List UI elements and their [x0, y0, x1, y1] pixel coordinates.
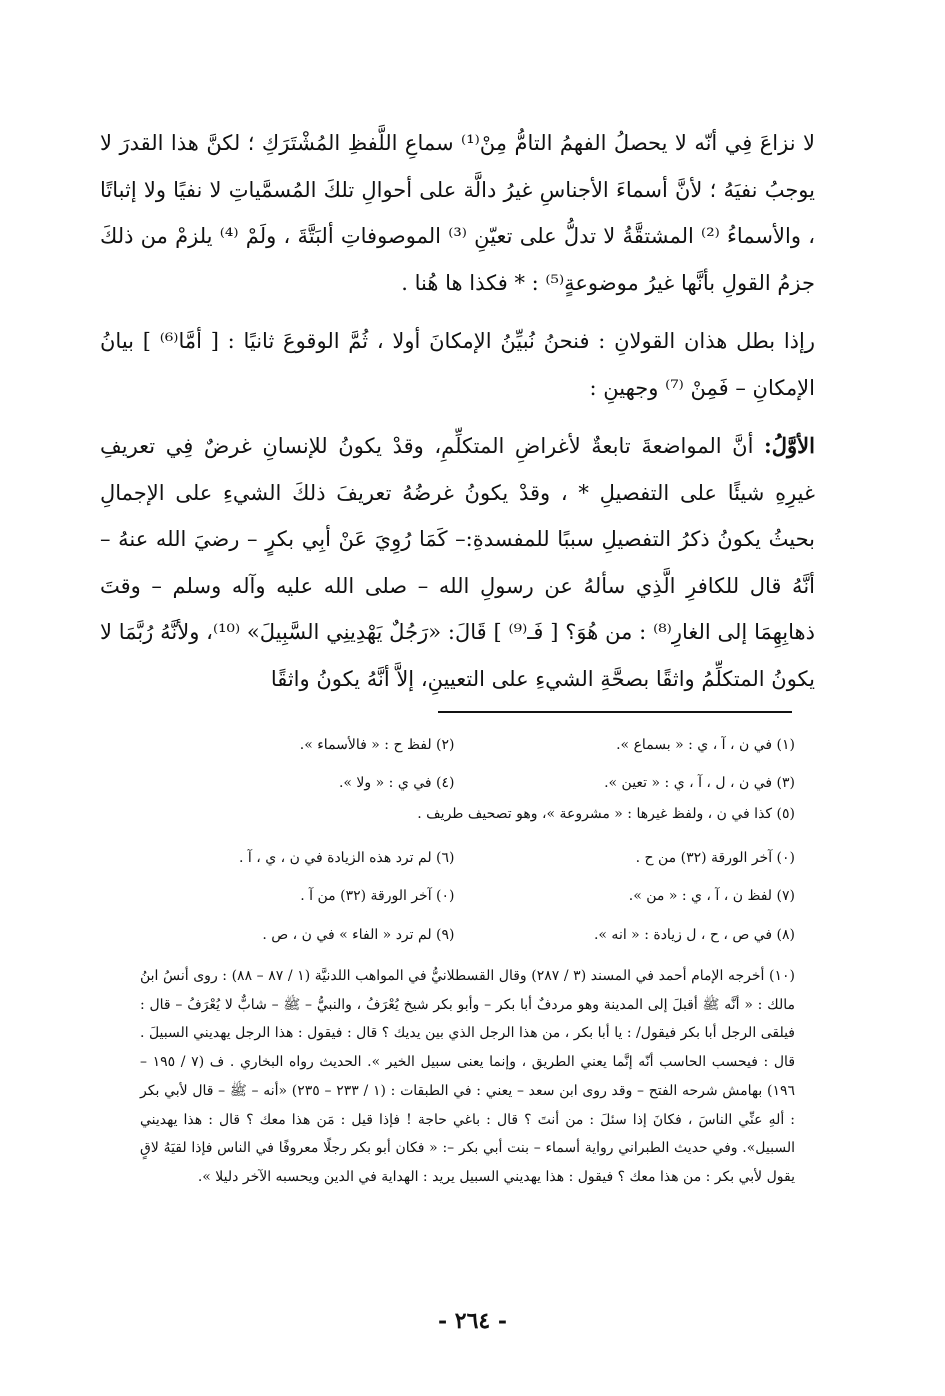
paragraph-3-text: أنَّ المواضعةَ تابعةٌ لأغراضِ المتكلِّمِ، وقدْ يكونُ للإنسانِ غرضٌ فِي تعريفِ غيرِهِ شيئًا على التفصيلِ * ، وقدْ يكونُ غرضُهُ تعريفَ ذلكَ الشيءِ على الإجمالِ بحيثُ يكونُ ذكرُ التفصيلِ سببًا للمفسدةِ:– كَمَا رُوِيَ عَنْ أبِي بكرٍ – رضيَ الله عنهُ – أنَّهُ قال للكافرِ الَّذِي سألهُ عن رسولِ الله – صلى الله عليه وآله وسلم – وقتَ ذهابِهِمَا إلى الغارِ⁽⁸⁾ : من هُوَ؟ [ فَـ⁽⁹⁾ ] قَالَ: «رَجُلٌ يَهْدِينِي السَّبِيلَ» ⁽¹⁰⁾، ولأنَّهُ رُبَّمَا لا يكونُ المتكلِّمُ واثقًا بصحَّةِ الشيءِ على التعيينِ، إلاَّ أنَّهُ يكونُ واثقًا	[100, 434, 815, 691]
paragraph-2: رإذا بطل هذان القولانِ : فنحنُ نُبيِّنُ الإمكانَ أولا ، ثُمَّ الوقوعَ ثانيًا : [ أمَّا⁽⁶⁾ ] بيانُ الإمكانِ – فَمِنْ ⁽⁷⁾ وجهينِ :	[100, 329, 816, 400]
footnote-3: (٣) في ن ، ل ، آ ، ي : « تعين ».	[604, 775, 795, 791]
paragraph-3	[100, 423, 815, 702]
paragraph-1: لا نزاعَ فِي أنّه لا يحصلُ الفهمُ التامُّ مِنْ⁽¹⁾ سماعِ اللَّفظِ المُشْتَرَكِ ؛ لكنَّ هذا القدرَ لا يوجبُ نفيَهُ ؛ لأنَّ أسماءَ الأجناسِ غيرُ دالَّة على أحوالِ تلكَ المُسمَّياتِ لا نفيًا ولا إثباتًا ، والأسماءُ ⁽²⁾ المشتقَّةُ لا تدلُّ على تعيّنِ ⁽³⁾ الموصوفاتِ ألبَتَّةَ ، ولَمْ ⁽⁴⁾ يلزمْ من ذلكَ جزمُ القولِ بأنَّها غيرُ موضوعةٍ⁽⁵⁾ : * فكذا ها هُنا .	[100, 131, 815, 295]
footnote-row-6	[150, 927, 795, 943]
footnote-row-1	[150, 737, 795, 753]
footnote-2: (٢) لفظ ح : « فالأسماء ».	[299, 737, 455, 753]
footnote-8: (٨) في ص ، ح ، ل زيادة : « انه ».	[593, 927, 795, 943]
footnote-10	[140, 962, 795, 1192]
footnote-row-2	[150, 775, 795, 791]
footnote-row-4	[150, 850, 795, 866]
footnote-9: (٩) لم ترد « الفاء » في ن ، ص .	[262, 927, 455, 943]
footnote-folio-a: (٠) آخر الورقة (٣٢) من آ .	[300, 888, 455, 904]
footnote-separator	[438, 711, 792, 713]
footnote-5: (٥) كذا في ن ، ولفظ غيرها : « مشروعة »، وهو تصحيف طريف .	[417, 806, 795, 822]
page-number: - ٢٦٤ -	[437, 1308, 508, 1334]
footnote-7: (٧) لفظ ن ، آ ، ي : « من ».	[628, 888, 795, 904]
main-text	[100, 120, 815, 702]
paragraph-3-lead: الأوَّلُ:	[764, 433, 815, 458]
footnote-4: (٤) في ي : « ولا ».	[338, 775, 455, 791]
footnote-1: (١) في ن ، آ ، ي : « بسماع ».	[616, 737, 795, 753]
footnote-6: (٦) لم ترد هذه الزيادة في ن ، ي ، آ .	[238, 850, 455, 866]
footnote-row-5	[150, 888, 795, 904]
footnote-folio-h: (٠) آخر الورقة (٣٢) من ح .	[635, 850, 795, 866]
footnote-10-text: (١٠) أخرجه الإمام أحمد في المسند (٣ / ٢٨٧) وقال القسطلانيُّ في المواهب اللدنيَّة (١ / ٨٧ – ٨٨) : روى أنسُ ابنُ مالك : « أنَّه ﷺ أقبلَ إلى المدينة وهو مردفٌ أبا بكر – وأبو بكر شيخ يُعْرَفُ ، والنبيُّ – ﷺ – شابٌّ لا يُعْرَفُ – قال : فيلقى الرجل أبا بكر فيقول/ : يا أبا بكر ، من هذا الرجل الذي بين يديك ؟ قال : فيقول : هذا الرجل يهديني السبيلَ . قال : فيحسب الحاسب أنّه إنَّما يعني الطريق ، وإنما يعنى سبيل الخير ». الحديث رواه البخاري . ف (٧ / ١٩٥ – ١٩٦) بهامش شرحه الفتح – وقد روى ابن سعد – يعني : في الطبقات : (١ / ٢٣٣ – ٢٣٥) «أنه – ﷺ – قال لأبي بكر : ألهِ عنِّي الناسَ ، فكانَ إذا سئلَ : من أنتَ ؟ قال : باغي حاجة ! فإذا قيل : مَن هذا معك ؟ قال : هذا يهديني السبيل». وفي حديث الطبراني رواية أسماء – بنت أبي بكر –: « فكان أبو بكر رجلًا معروفًا في الناس فإذا لقيَهُ لاقٍ يقول لأبي بكر : من هذا معك ؟ فيقول : هذا يهديني السبيل يريد : الهداية في الدين ويحسبه الآخر دليلا ».	[140, 968, 796, 1185]
